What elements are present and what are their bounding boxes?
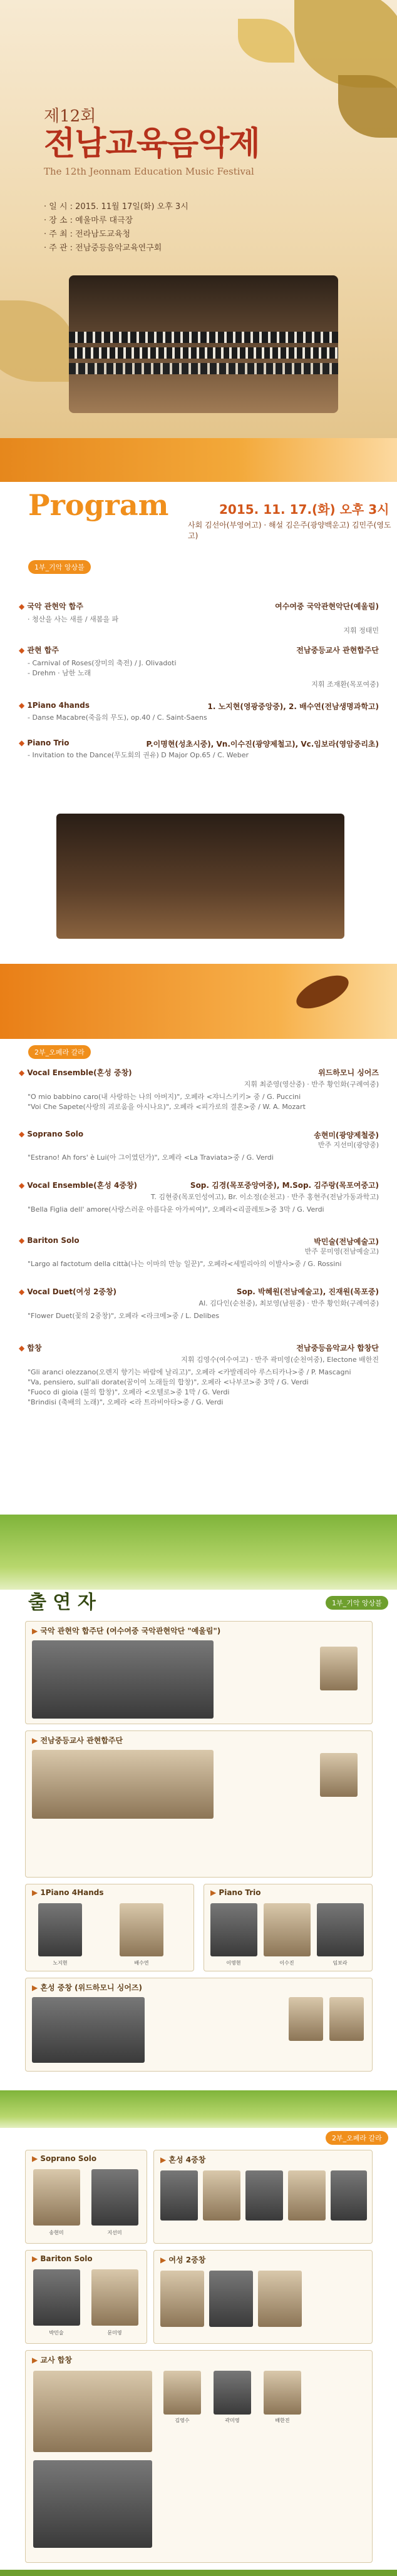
program-item [19, 1130, 379, 1162]
portrait-photo [289, 1997, 323, 2041]
performer-name: 문미영 [107, 2330, 122, 2336]
item-credits: 반주 지선미(광양중) [317, 1141, 379, 1149]
info-organizer: · 주 관 : 전남중등음악교육연구회 [44, 243, 162, 253]
card-soprano [25, 2150, 147, 2244]
item-piece: - Carnival of Roses(장미의 축전) / J. Olivadoti - Drehm · 남한 노래 [28, 659, 177, 677]
performer-name: 노지현 [53, 1960, 68, 1966]
card-heading: ▶ Soprano Solo [26, 2150, 147, 2167]
portrait-photo [91, 2269, 138, 2326]
performers-part2-tag: 2부_오페라 갈라 [326, 2131, 388, 2145]
program-item [19, 739, 379, 760]
card-mixed-quartet [153, 2150, 373, 2244]
portrait-photo [120, 1903, 163, 1956]
portrait-photo [264, 1903, 311, 1956]
item-piece: - Danse Macabre(죽음의 무도), op.40 / C. Saint-Saens [28, 713, 207, 722]
program-header [0, 438, 397, 595]
card-heading: ▶ 국악 관현악 합주단 (여수여중 국악관현악단 "예울림") [26, 1622, 372, 1640]
festival-subtitle: The 12th Jeonnam Education Music Festival [44, 166, 254, 178]
item-piece: · 청산을 사는 새를 / 새봄을 파 [28, 615, 119, 623]
card-teachers-orch [25, 1730, 373, 1878]
leaf-decoration [238, 19, 294, 63]
item-piece: "Estrano! Ah fors' è Lui(아 그이였던가)", 오페라 <La Traviata>중 / G. Verdi [28, 1153, 274, 1162]
item-title: ◆ Piano Trio [19, 739, 379, 747]
portrait-photo [163, 2371, 201, 2415]
item-title: ◆ Vocal Duet(여성 2중창) [19, 1286, 379, 1297]
leaf-decoration [294, 0, 397, 88]
event-info [44, 200, 188, 255]
portrait-photo [264, 2371, 301, 2415]
group-photo [32, 1640, 214, 1719]
item-performer: 1. 노지현(영광중앙중), 2. 배수연(전남생명과학고) [207, 702, 379, 711]
card-heading: ▶ 혼성 4중창 [154, 2150, 372, 2169]
item-performer: Sop. 박혜원(전남예술고), 진재원(목포중) [236, 1287, 379, 1296]
group-photo [32, 1750, 214, 1819]
violin-icon [292, 969, 353, 1015]
performer-name: 이명현 [226, 1960, 241, 1966]
hero-banner [0, 0, 397, 438]
program-item [19, 1067, 379, 1112]
portrait-photo [91, 2169, 138, 2226]
card-piano-trio [204, 1884, 373, 1971]
program-item [19, 1236, 379, 1269]
portrait-photo [245, 2170, 283, 2221]
item-piece: "Largo al factotum della città(나는 이마의 만능 일꾼)", 오페라<세빌리아의 이발사>중 / G. Rossini [28, 1260, 342, 1268]
part1-tag: 1부_기악 앙상블 [28, 560, 91, 574]
card-heading: ▶ 1Piano 4Hands [26, 1884, 193, 1901]
item-title: ◆ Soprano Solo [19, 1130, 379, 1138]
item-performer: 여수여중 국악관현악단(예울림) [275, 602, 379, 611]
card-teacher-choir [25, 2350, 373, 2563]
item-title: ◆ Vocal Ensemble(혼성 중창) [19, 1067, 379, 1078]
item-credits: 지휘 조재환(목포여중) [311, 680, 379, 688]
item-title: ◆ 관현 합주 [19, 645, 379, 655]
festival-title: 전남교육음악제 [44, 125, 260, 163]
portrait-photo [33, 2269, 80, 2326]
card-bariton [25, 2250, 147, 2344]
hero-title-block [44, 103, 260, 177]
item-performer: 박민술(전남예술고) [314, 1237, 379, 1246]
part2-list [0, 1067, 397, 1505]
item-performer: P.이명현(성초시중), Vn.이수진(광양제철고), Vc.임보라(영암중리초) [146, 740, 379, 749]
group-photo [33, 2460, 152, 2548]
performer-name: 김영수 [175, 2418, 190, 2423]
info-venue: · 장 소 : 예울마루 대극장 [44, 216, 133, 225]
performers-part1-tag: 1부_기악 앙상블 [326, 1596, 388, 1610]
item-title: ◆ 합창 [19, 1342, 379, 1353]
item-performer: 전남중등음악교사 합창단 [296, 1344, 379, 1352]
card-gugak [25, 1621, 373, 1724]
part1-list [0, 601, 397, 814]
portrait-photo [210, 1903, 257, 1956]
portrait-photo [320, 1647, 358, 1690]
orange-band-violin [0, 964, 397, 1039]
green-band [0, 1515, 397, 1590]
program-item [19, 1286, 379, 1321]
item-piece: "Flower Duet(꽃의 2중창)", 오페라 <라크메>중 / L. Delibes [28, 1312, 220, 1320]
footer-strip [0, 2570, 397, 2576]
item-title: ◆ Bariton Solo [19, 1236, 379, 1245]
item-title: ◆ Vocal Ensemble(혼성 4중창) [19, 1180, 379, 1190]
portrait-photo [329, 1997, 364, 2041]
portrait-photo [288, 2170, 326, 2221]
portrait-photo [203, 2170, 240, 2221]
item-performer: 전남중등교사 관현합주단 [296, 646, 379, 655]
program-title: Program [28, 488, 169, 522]
card-heading: ▶ Piano Trio [204, 1884, 372, 1901]
item-performer: 위드하모니 싱어즈 [318, 1068, 379, 1077]
card-with-harmony [25, 1978, 373, 2072]
portrait-photo [33, 2169, 80, 2226]
program-band [0, 438, 397, 482]
item-credits: T. 김현중(목포인성여고), Br. 이소정(순천고) · 반주 홍현주(전남가동과학고) [150, 1193, 379, 1201]
card-heading: ▶ 전남중등교사 관현합주단 [26, 1731, 372, 1749]
program-item [19, 645, 379, 689]
performer-name: 이수진 [279, 1960, 294, 1966]
performer-name: 송현미 [49, 2230, 64, 2236]
part2-tag: 2부_오페라 갈라 [28, 1045, 91, 1059]
program-item [19, 601, 379, 635]
edition-label: 제12회 [44, 107, 96, 126]
card-heading: ▶ 여성 2중창 [154, 2251, 372, 2269]
performer-name: 지선미 [107, 2230, 122, 2236]
item-credits: 반주 문미영(전남예술고) [304, 1247, 379, 1255]
item-title: ◆ 국악 관현악 합주 [19, 601, 379, 611]
portrait-photo [214, 2371, 251, 2415]
program-date: 2015. 11. 17.(화) 오후 3시 [219, 502, 389, 517]
program-mc: 사회 김선아(부영여고) · 해설 김은주(광양백운고) 김민주(영도고) [188, 521, 391, 540]
card-female-duet [153, 2250, 373, 2344]
performer-name: 곽미영 [225, 2418, 240, 2423]
item-performer: 송현미(광양제철중) [314, 1131, 379, 1140]
portrait-photo [209, 2271, 253, 2327]
portrait-photo [38, 1903, 82, 1956]
info-host: · 주 최 : 전라남도교육청 [44, 230, 131, 239]
card-heading: ▶ 혼성 중창 (위드하모니 싱어즈) [26, 1978, 372, 1996]
program-item [19, 1342, 379, 1407]
card-heading: ▶ 교사 합창 [26, 2351, 372, 2369]
portrait-photo [258, 2271, 302, 2327]
portrait-photo [160, 2271, 204, 2327]
program-item [19, 701, 379, 722]
item-credits: Al. 김다인(순천중), 최보영(남원중) · 반주 황인화(구례여중) [198, 1299, 379, 1307]
card-1piano [25, 1884, 194, 1971]
card-heading: ▶ Bariton Solo [26, 2251, 147, 2267]
item-piece: "Gli aranci olezzano(오렌지 향기는 바람에 날리고)", 오페라 <카발레리아 루스티카나>중 / P. Mascagni "Va, pensiero, sull'ali dorate(꿈이여 노래들의 합창)", 오페라 <나부코>중 3막 / G. Verdi "Fuoco di gioia (불의 합창)", 오페라 <오텔로>중 1막 / G. Verdi "Brindisi (축배의 노래)", 오페라 <라 트라비아타>중 / G. Verdi [28, 1368, 351, 1406]
green-band-2 [0, 2090, 397, 2128]
performer-name: 배한진 [275, 2418, 290, 2423]
performer-name: 임보라 [333, 1960, 348, 1966]
program-item [19, 1180, 379, 1214]
portrait-photo [331, 2170, 367, 2221]
portrait-photo [160, 2170, 198, 2221]
performer-name: 배수연 [134, 1960, 149, 1966]
orchestra-photo [56, 814, 344, 939]
item-piece: "Bella Figlia dell' amore(사랑스러운 아름다운 아가씨여)", 오페라<리골레토>중 3막 / G. Verdi [28, 1205, 324, 1214]
group-photo [32, 1997, 145, 2063]
performers-title: 출 연 자 [28, 1592, 96, 1613]
portrait-photo [317, 1903, 364, 1956]
item-piece: - Invitation to the Dance(무도회의 권유) D Major Op.65 / C. Weber [28, 751, 249, 759]
item-performer: Sop. 김경(목포중앙여중), M.Sop. 김주랑(목포여중고) [190, 1181, 379, 1190]
performer-name: 박민술 [49, 2330, 64, 2336]
portrait-photo [320, 1753, 358, 1797]
info-date: · 일 시 : 2015. 11월 17일(화) 오후 3시 [44, 202, 188, 212]
item-credits: 지휘 최준영(영산중) · 반주 황인화(구례여중) [244, 1080, 379, 1088]
item-credits: 지휘 김영수(여수여고) · 반주 곽미영(순천여중), Electone 배한진 [181, 1356, 379, 1364]
choir-photo [69, 275, 338, 413]
leaf-decoration [0, 300, 75, 382]
item-credits: 지휘 정태민 [343, 626, 379, 635]
leaf-decoration [338, 75, 397, 138]
group-photo [33, 2371, 152, 2452]
item-title: ◆ 1Piano 4hands [19, 701, 379, 710]
item-piece: "O mio babbino caro(내 사랑하는 나의 아버지)", 오페라 <쟈니스키키> 중 / G. Puccini "Voi Che Sapete(사랑의 괴로움을 아시나요)", 오페라 <피가로의 결혼>중 / W. A. Mozart [28, 1093, 306, 1111]
